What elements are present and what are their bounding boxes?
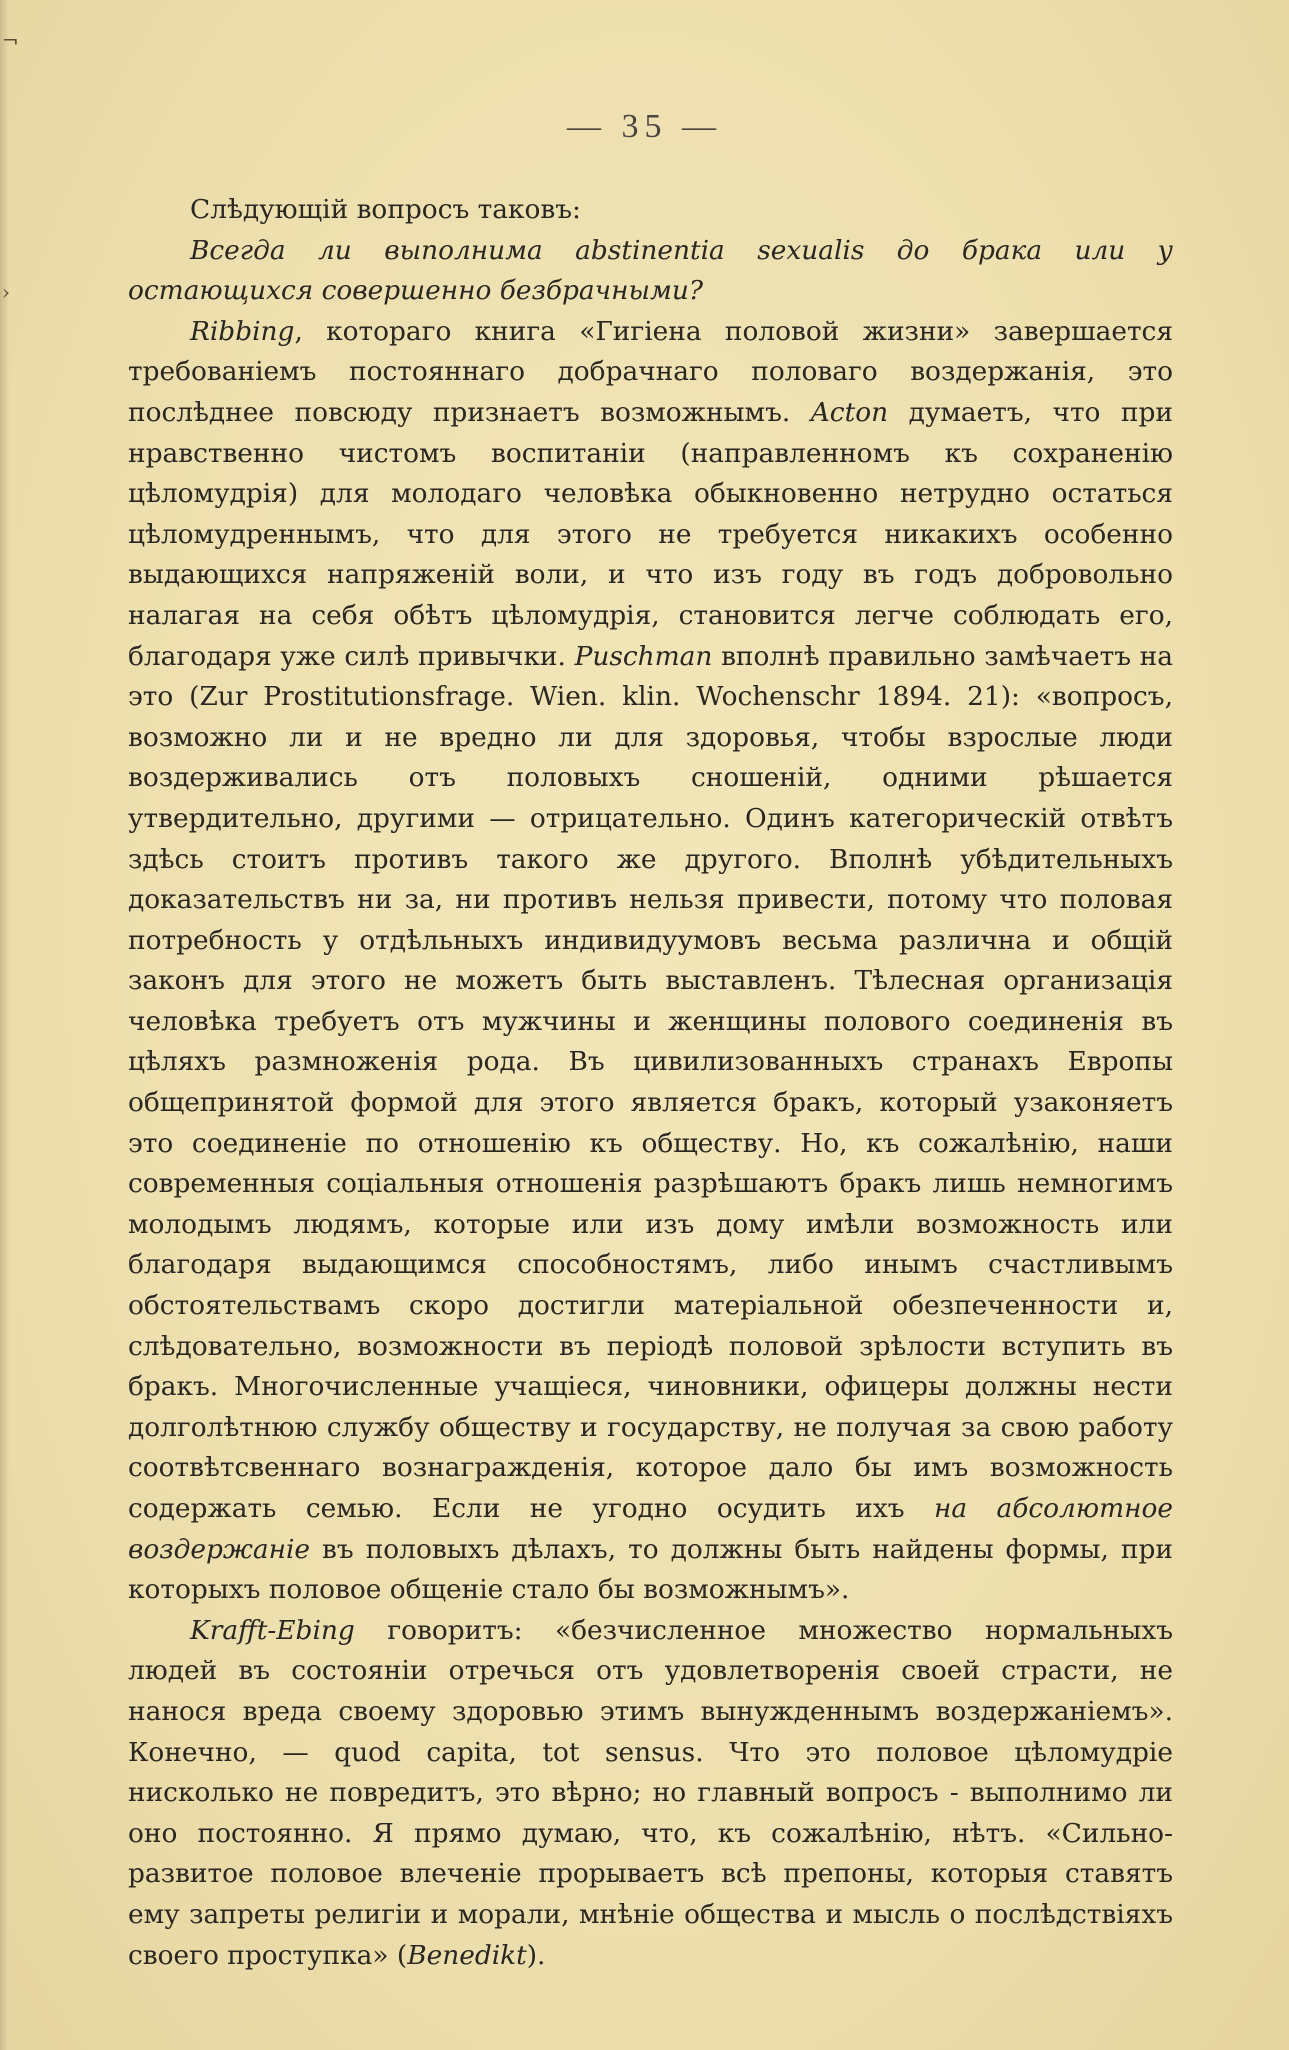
spine-mark: › [2, 280, 10, 304]
paragraph-ribbing [128, 312, 1173, 1611]
text-run: вполнѣ правильно замѣчаетъ на это (Zur Prostitutionsfrage. Wien. klin. Wochenschr 1894. 21): «вопросъ, возможно ли и не вредно ли для здоровья, чтобы взрослые люди воздерживались отъ половыхъ сношеній, одними рѣшается утвердительно, другими — отрицательно. Одинъ категорическій отвѣтъ здѣсь стоитъ противъ такого же другого. Вполнѣ убѣдительныхъ доказательствъ ни за, ни противъ нельзя привести, потому что половая потребность у отдѣльныхъ индивидуумовъ весьма различна и общій законъ для этого не можетъ быть выставленъ. Тѣлесная организація человѣка требуетъ отъ мужчины и женщины полового соединенія въ цѣляхъ размноженія рода. Въ цивилизованныхъ странахъ Европы общепринятой формой для этого является бракъ, который узаконяетъ это соединеніе по отношенію къ обществу. Но, къ сожалѣнію, наши современныя соціальныя отношенія разрѣшаютъ бракъ лишь немногимъ молодымъ людямъ, которые или изъ дому имѣли возможность или благодаря выдающимся способностямъ, либо инымъ счастливымъ обстоятельствамъ скоро достигли матеріальной обезпеченности и, слѣдовательно, возможности въ періодѣ половой зрѣлости вступить въ бракъ. Многочисленные учащіеся, чиновники, офицеры должны нести долголѣтнюю службу обществу и государству, не получая за свою работу соотвѣтсвеннаго вознагражденія, которое дало бы имъ возможность содержать семью. Если не угодно осудить ихъ [128, 640, 1173, 1524]
author-krafft-ebing: Krafft-Ebing [190, 1614, 355, 1646]
paragraph-krafft-ebing [128, 1611, 1173, 1976]
author-acton: Acton [810, 396, 889, 428]
author-ribbing: Ribbing [190, 315, 295, 347]
text-run: , котораго книга «Гигіена половой жизни» завершается требованіемъ постояннаго добрачнаго половаго воздержанія, это послѣднее повсюду признаетъ возможнымъ. [128, 315, 1173, 428]
spine-mark: ¬ [2, 28, 19, 52]
text-run: говоритъ: «безчисленное множество нормальныхъ людей въ состояніи отречься отъ удовлетворенія своей страсти, не нанося вреда своему здоровью этимъ вынужденнымъ воздержаніемъ». Конечно, — quod capita, tot sensus. Что это половое цѣломудріе нисколько не повредитъ, это вѣрно; но главный вопросъ - выполнимо ли оно постоянно. Я прямо думаю, что, къ сожалѣнію, нѣтъ. «Сильно-развитое половое влеченіе прорываетъ всѣ препоны, которыя ставятъ ему запреты религіи и морали, мнѣніе общества и мысль о послѣдствіяхъ своего проступка» ( [128, 1614, 1173, 1971]
paragraph-question-intro: Слѣдующій вопросъ таковъ: [190, 194, 581, 225]
page-spine-edge [0, 0, 19, 2050]
body-text [128, 190, 1173, 1976]
text-run: думаетъ, что при нравственно чистомъ воспитаніи (направленномъ къ сохраненію цѣломудрія) для молодаго человѣка обыкновенно нетрудно остаться цѣломудреннымъ, что для этого не требуется никакихъ особенно выдающихся напряженій воли, и что изъ году въ годъ добровольно налагая на себя обѣтъ цѣломудрія, становится легче соблюдать его, благодаря уже силѣ привычки. [128, 396, 1173, 672]
paragraph-question: Всегда ли выполнима abstinentia sexualis до брака или у остающихся совершенно безбрачными? [128, 234, 1173, 307]
page-number: — 35 — [567, 108, 722, 145]
emphasis-abstinence: на абсолютное воздержаніе [128, 1493, 1174, 1565]
author-benedikt: Benedikt [407, 1939, 527, 1971]
text-run: въ половыхъ дѣлахъ, то должны быть найдены формы, при которыхъ половое общеніе стало бы возможнымъ». [128, 1533, 1173, 1606]
author-puschman: Puschman [574, 640, 713, 672]
text-run: ). [526, 1939, 546, 1971]
